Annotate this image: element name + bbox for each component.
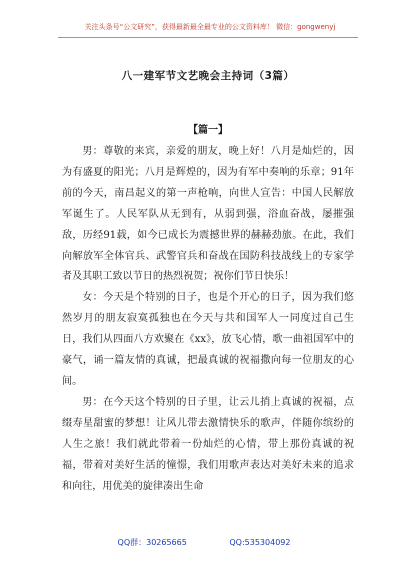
footer-qq: QQ:535304092 (229, 538, 291, 547)
paragraph: 男：在今天这个特别的日子里，让云儿捎上真诚的祝福，点缀寿星甜蜜的梦想！让风儿带去激情快乐的歌声，伴随你缤纷的人生之旅！我们就此带着一份灿烂的心情，带上那份真诚的祝福，带着对美好生活的憧憬，我们用歌声表达对美好未来的追求和向往，用优美的旋律凑出生命 (62, 396, 354, 492)
section-label: 【篇一】 (188, 125, 228, 136)
footer-qq-group: QQ群：30265665 (117, 538, 187, 547)
paragraph: 女：今天是个特别的日子，也是个开心的日子，因为我们悠然岁月的朋友寂寞孤独也在今天与共和国军人一同度过自己生日，我们从四面八方欢聚在《xx》，放飞心情，歌一曲祖国军中的豪气，诵一篇友情的真诚，把最真诚的祝福撒向每一位朋友的心间。 (62, 292, 354, 387)
header-promo-text: 关注头条号“公文研究”，获得最新最全最专业的公文资料库！ 微信：gongwenyj (84, 23, 336, 31)
document-body (62, 142, 354, 497)
paragraph: 男：尊敬的来宾，亲爱的朋友，晚上好！八月是灿烂的，因为有盛夏的阳光；八月是辉煌的，因为有军中奏响的乐章；91年前的今天，南昌起义的第一声枪响，向世人宣告：中国人民解放军诞生了。人民军队从无到有，从弱到强，浴血奋战，屡摧强敌，历经91载，如今已成长为震撼世界的赫赫劲旅。在此，我们向解放军全体官兵、武警官兵和奋战在国防科技战线上的专家学者及其职工致以节日的热烈祝贺；祝你们节日快乐！ (62, 146, 354, 283)
document-title: 八一建军节文艺晚会主持词（3篇） (121, 70, 295, 82)
header-divider (58, 37, 358, 38)
footer (0, 537, 408, 548)
